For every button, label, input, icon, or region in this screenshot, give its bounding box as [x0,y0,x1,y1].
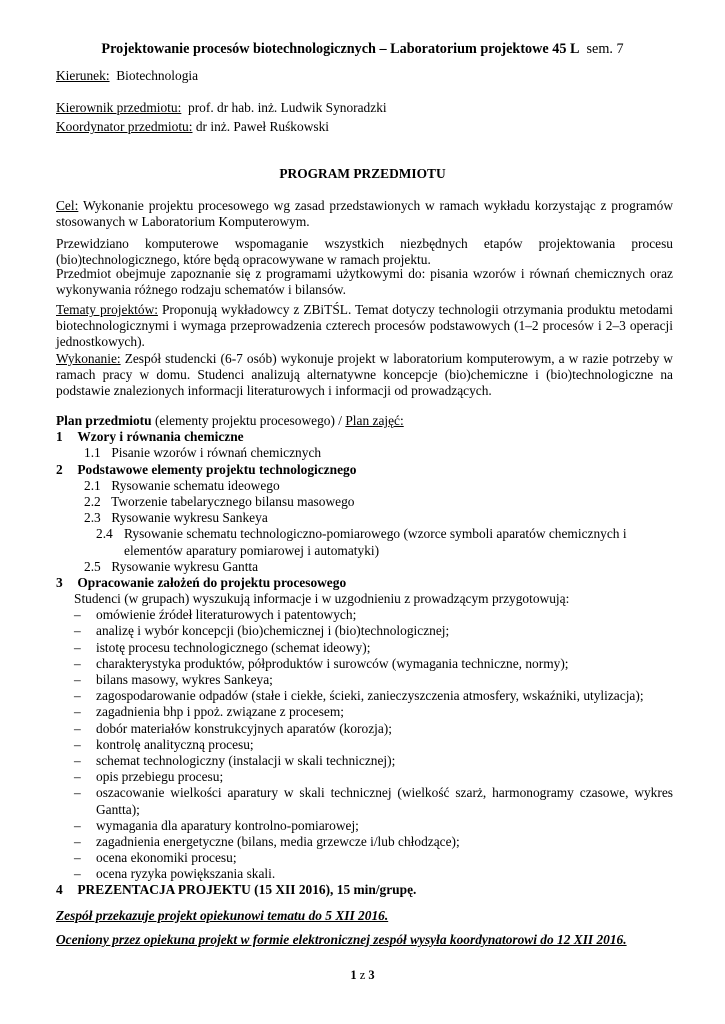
koordynator-value: dr inż. Paweł Ruśkowski [195,119,329,134]
dash-bullet: – [74,769,81,785]
item-text: Tworzenie tabelarycznego bilansu masowego [111,493,355,509]
kierownik-line [56,100,387,116]
section-2-item [56,494,673,510]
dash-bullet: – [74,639,81,655]
dash-bullet: – [74,704,81,720]
item-text: Rysowanie schematu ideowego [111,477,280,493]
plan-heading [56,413,673,429]
dash-bullet: – [74,736,81,752]
list-item [74,688,673,704]
dash-bullet: – [74,850,81,866]
section-4-number: 4 [56,882,63,898]
cel-text: Wykonanie projektu procesowego wg zasad przedstawionych w ramach wykładu korzystając z programów stosowanych w Laboratorium Komputerowym. [56,198,674,230]
dash-bullet: – [74,607,81,623]
page-of: z [359,968,366,982]
list-item-text: wymagania dla aparatury kontrolno-pomiarowej; [96,817,359,833]
kierunek-value: Biotechnologia [116,68,199,83]
wykonanie-label: Wykonanie: [56,351,121,366]
item-text: Pisanie wzorów i równań chemicznych [111,445,322,461]
list-item [74,769,673,785]
section-3-number: 3 [56,574,63,590]
list-item [74,704,673,720]
program-heading: PROGRAM PRZEDMIOTU [279,166,446,181]
section-3-title: Opracowanie założeń do projektu procesowego [77,574,347,590]
koordynator-label: Koordynator przedmiotu: [56,119,193,134]
dash-bullet: – [74,688,81,704]
kierownik-label: Kierownik przedmiotu: [56,100,182,115]
item-text: Rysowanie schematu technologiczno-pomiarowego (wzorce symboli aparatów chemicznych i elementów aparatury pomiarowej i automatyki) [124,526,627,558]
item-number: 2.2 [84,493,101,509]
section-2-item [56,526,673,558]
list-item [74,866,673,882]
kierownik-value: prof. dr hab. inż. Ludwik Synoradzki [188,100,387,115]
plan-label-rest: (elementy projektu procesowego) / [154,413,342,428]
dash-bullet: – [74,623,81,639]
list-item-text: schemat technologiczny (instalacji w skali technicznej); [96,752,396,768]
cel-paragraph [56,198,673,230]
tematy-label: Tematy projektów: [56,302,158,317]
section-3-list [56,607,673,882]
item-number: 2.3 [84,510,101,526]
section-2-item [56,478,673,494]
section-2-heading [56,462,673,478]
section-1-heading [56,429,673,445]
section-2-item [56,510,673,526]
section-1-title: Wzory i równania chemiczne [77,429,244,445]
dash-bullet: – [74,655,81,671]
list-item-text: opis przebiegu procesu; [96,769,224,785]
item-number: 2.5 [84,558,101,574]
kierunek-label: Kierunek: [56,68,110,83]
list-item-text: zagadnienia energetyczne (bilans, media grzewcze i/lub chłodzące); [96,833,460,849]
dash-bullet: – [74,817,81,833]
cel-label: Cel: [56,198,79,213]
koordynator-line [56,119,329,135]
plan-section [56,413,673,899]
paragraph-2: Przewidziano komputerowe wspomaganie wszystkich niezbędnych etapów projektowania procesu (bio)technologicznego, które będą opracowywane w ramach projektu. [56,236,673,268]
note-submission: Oceniony przez opiekuna projekt w formie elektronicznej zespół wysyła koordynatorowi do 12 XII 2016. [56,932,627,947]
list-item-text: bilans masowy, wykres Sankeya; [96,672,273,688]
kierunek-line [56,68,198,84]
page-total: 3 [368,968,375,982]
list-item [74,785,673,817]
page-current: 1 [350,968,357,982]
list-item [74,818,673,834]
dash-bullet: – [74,752,81,768]
item-number: 2.1 [84,477,101,493]
section-1-item [56,445,673,461]
note-handover: Zespół przekazuje projekt opiekunowi tematu do 5 XII 2016. [56,908,389,923]
section-1-number: 1 [56,429,63,445]
wykonanie-paragraph [56,351,673,400]
list-item-text: kontrolę analityczną procesu; [96,736,254,752]
dash-bullet: – [74,672,81,688]
item-number: 2.4 [96,526,113,542]
tematy-text: Proponują wykładowcy z ZBiTŚL. Temat dotyczy technologii otrzymania produktu metodami biotechnologicznymi i wymaga przeprowadzenia czterech procesów podstawowych (1–2 procesów i 2–3 operacji jednostkowych). [56,302,673,350]
section-4-heading [56,882,673,898]
list-item [74,656,673,672]
list-item-text: zagadnienia bhp i ppoż. związane z procesem; [96,704,344,720]
item-text: Rysowanie wykresu Gantta [111,558,259,574]
item-number: 1.1 [84,445,101,461]
list-item [74,721,673,737]
list-item [74,737,673,753]
dash-bullet: – [74,785,81,801]
section-2-number: 2 [56,461,63,477]
tematy-paragraph [56,302,673,351]
list-item-text: zagospodarowanie odpadów (stałe i ciekłe, ścieki, zanieczyszczenia atmosfery, wskaźniki, utylizacja); [96,688,644,704]
list-item-text: ocena ekonomiki procesu; [96,850,237,866]
dash-bullet: – [74,866,81,882]
semester: sem. 7 [586,41,624,57]
list-item-text: charakterystyka produktów, półproduktów i surowców (wymagania techniczne, normy); [96,655,569,671]
list-item [74,623,673,639]
list-item [74,607,673,623]
section-3-heading [56,575,673,591]
list-item [74,850,673,866]
list-item-text: ocena ryzyka powiększania skali. [96,866,276,882]
plan-zajec-label: Plan zajęć: [345,413,404,428]
section-2-title: Podstawowe elementy projektu technologicznego [77,461,357,477]
dash-bullet: – [74,720,81,736]
plan-label: Plan przedmiotu [56,413,152,428]
section-4-title: PREZENTACJA PROJEKTU (15 XII 2016), 15 min/grupę. [77,882,417,898]
list-item [74,640,673,656]
section-3-intro: Studenci (w grupach) wyszukują informacje i w uzgodnieniu z prowadzącym przygotowują: [74,591,570,607]
item-text: Rysowanie wykresu Sankeya [111,510,268,526]
course-title: Projektowanie procesów biotechnologicznych – Laboratorium projektowe 45 L [101,41,580,57]
list-item-text: oszacowanie wielkości aparatury w skali technicznej (wielkość szarż, harmonogramy czasowe, wykres Gantta); [96,785,673,817]
list-item [74,672,673,688]
paragraph-3: Przedmiot obejmuje zapoznanie się z programami użytkowymi do: pisania wzorów i równań chemicznych oraz wykonywania różnego rodzaju schematów i bilansów. [56,266,673,298]
page-number [0,967,725,983]
section-2-item [56,559,673,575]
list-item-text: istotę procesu technologicznego (schemat ideowy); [96,639,371,655]
dash-bullet: – [74,833,81,849]
document-title [0,41,725,57]
list-item-text: dobór materiałów konstrukcyjnych aparatów (korozja); [96,720,392,736]
list-item-text: analizę i wybór koncepcji (bio)chemicznej i (bio)technologicznej; [96,623,450,639]
list-item [74,834,673,850]
list-item [74,753,673,769]
list-item-text: omówienie źródeł literaturowych i patentowych; [96,607,357,623]
wykonanie-text: Zespół studencki (6-7 osób) wykonuje projekt w laboratorium komputerowym, a w razie potrzeby w ramach pracy w domu. Studenci analizują alternatywne koncepcje (bio)chemiczne i (bio)technologiczne na podstawie znalezionych informacji literaturowych i informacji od prowadzących. [56,351,673,399]
